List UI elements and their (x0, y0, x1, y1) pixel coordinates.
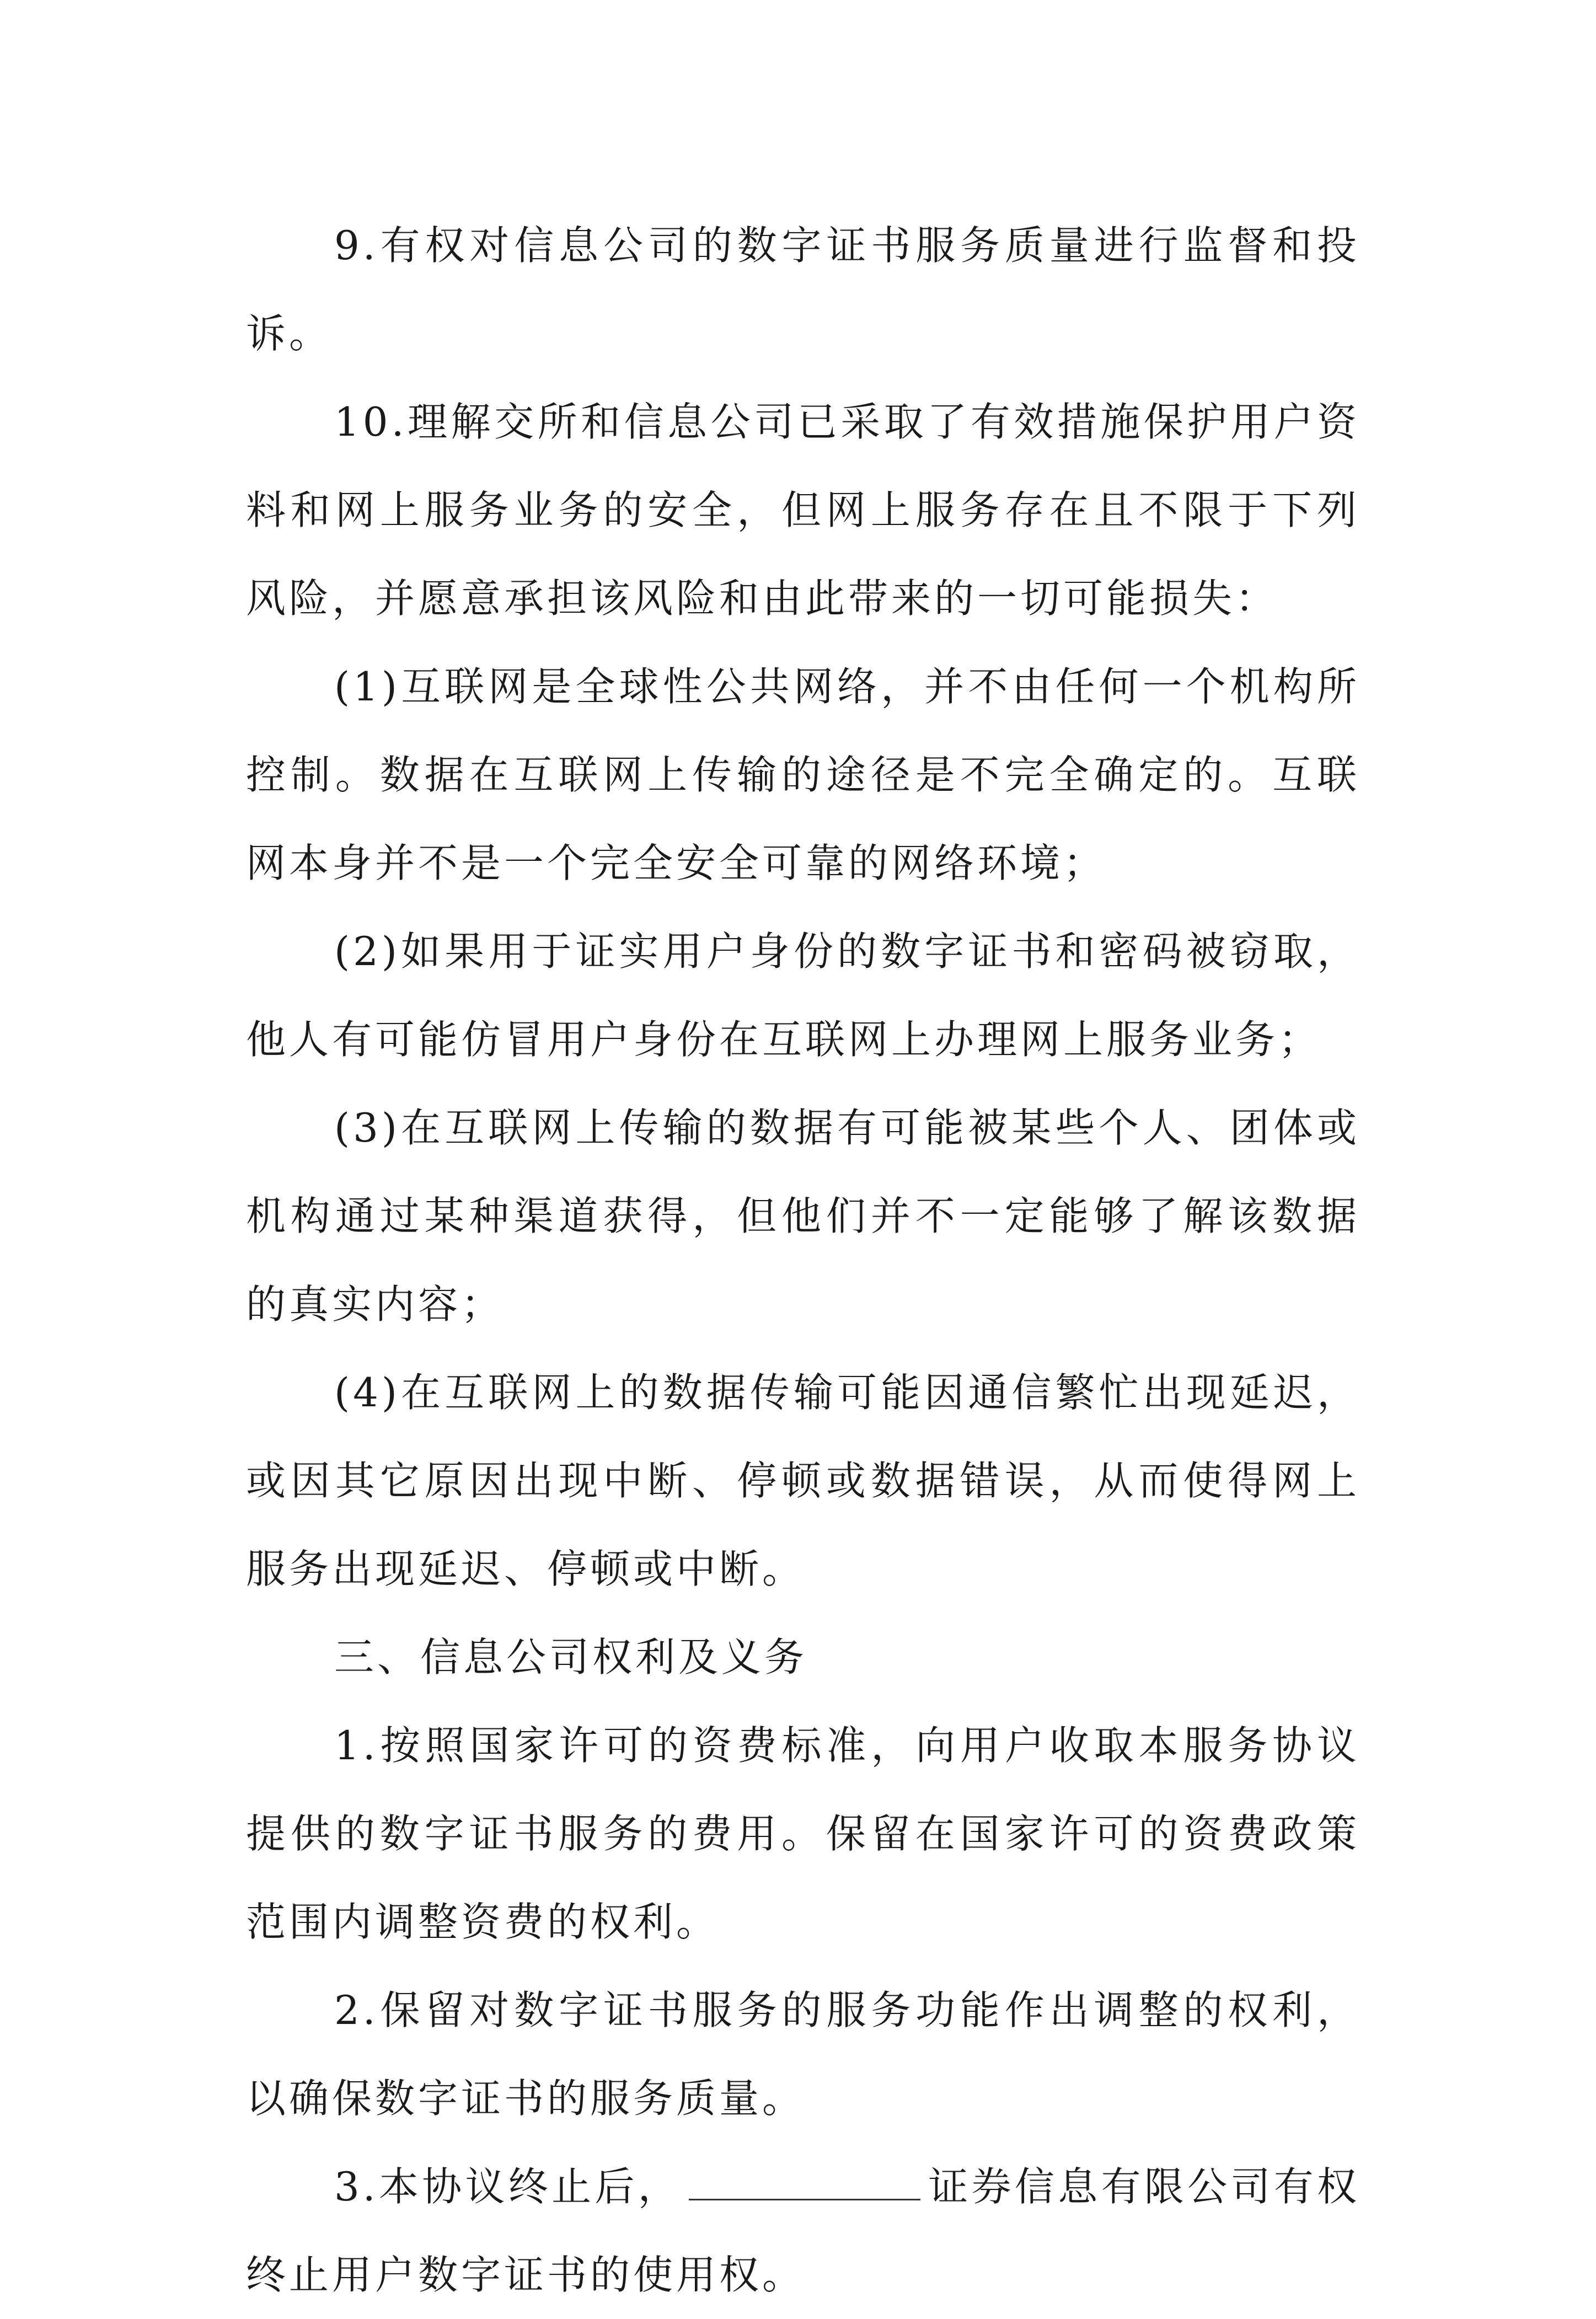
paragraph-duty-3-end: 证券信息有限公司有权终止用户数字证书的使用权。 (246, 2163, 1360, 2298)
paragraph-duty-2: 2.保留对数字证书服务的服务功能作出调整的权利，以确保数字证书的服务质量。 (246, 1987, 1360, 2122)
paragraph-risk-2: (2)如果用于证实用户身份的数字证书和密码被窃取，他人有可能仿冒用户身份在互联网上办理网上服务业务； (246, 928, 1360, 1063)
paragraph-duty-3 (246, 2143, 1360, 2319)
paragraph-duty-1: 1.按照国家许可的资费标准，向用户收取本服务协议提供的数字证书服务的费用。保留在国家许可的资费政策范围内调整资费的权利。 (246, 1722, 1360, 1945)
paragraph-risk-1: (1)互联网是全球性公共网络，并不由任何一个机构所控制。数据在互联网上传输的途径是不完全确定的。互联网本身并不是一个完全安全可靠的网络环境； (246, 663, 1360, 886)
section-heading: 三、信息公司权利及义务 (334, 1634, 808, 1680)
document-body (246, 201, 1360, 2319)
paragraph-risk-3: (3)在互联网上传输的数据有可能被某些个人、团体或机构通过某种渠道获得，但他们并不一定能够了解该数据的真实内容； (246, 1105, 1360, 1327)
paragraph-item-9: 9.有权对信息公司的数字证书服务质量进行监督和投诉。 (246, 222, 1360, 357)
fill-in-blank (689, 2166, 920, 2200)
paragraph-item-10: 10.理解交所和信息公司已采取了有效措施保护用户资料和网上服务业务的安全，但网上服务存在且不限于下列风险，并愿意承担该风险和由此带来的一切可能损失： (246, 399, 1360, 622)
paragraph-risk-4: (4)在互联网上的数据传输可能因通信繁忙出现延迟，或因其它原因出现中断、停顿或数据错误，从而使得网上服务出现延迟、停顿或中断。 (246, 1369, 1360, 1592)
paragraph-duty-3-start: 3.本协议终止后， (334, 2163, 682, 2210)
